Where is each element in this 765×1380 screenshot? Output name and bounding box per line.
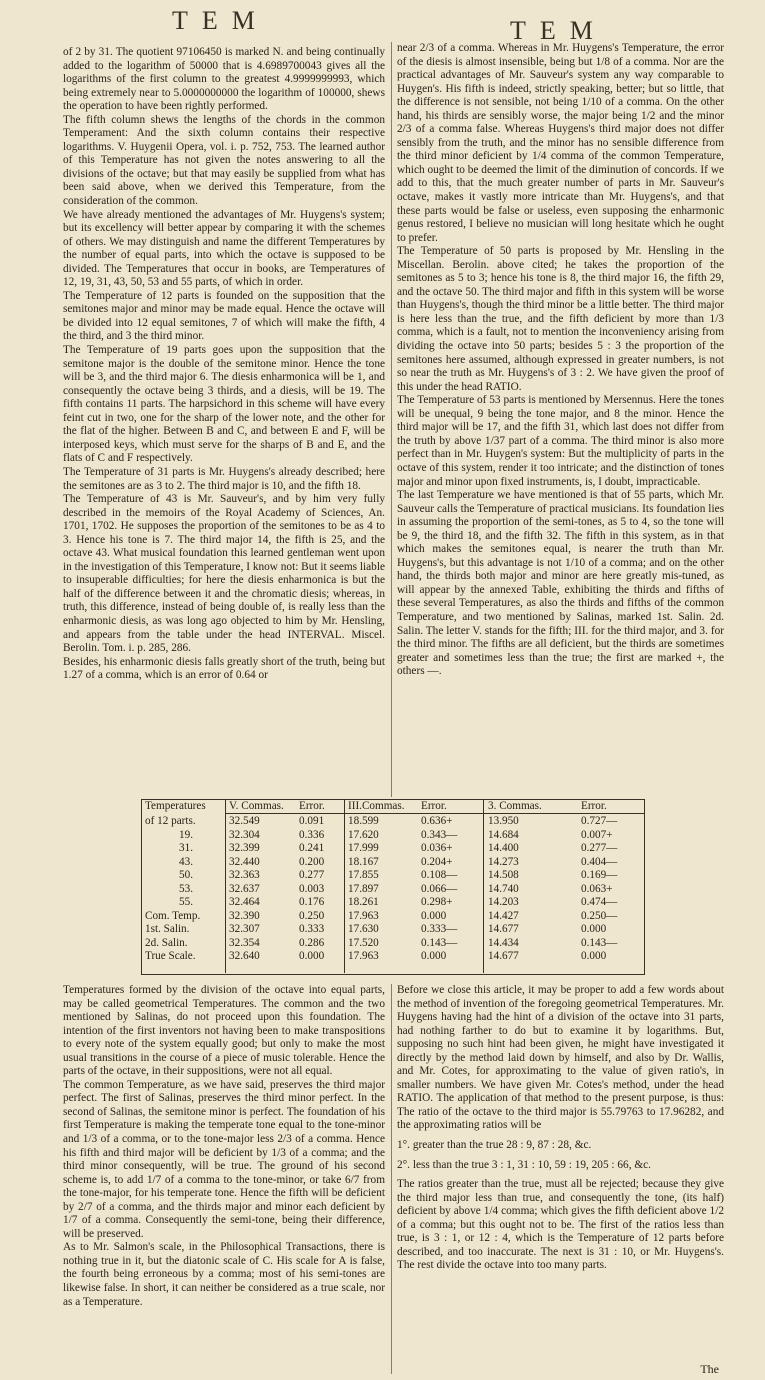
table-cell: 17.963: [348, 950, 379, 962]
table-cell: 17.999: [348, 842, 379, 854]
column-right-top: [397, 42, 724, 679]
table-cell: 0.277—: [581, 842, 618, 854]
table-cell: 0.404—: [581, 855, 618, 868]
table-cell: 53.: [179, 882, 193, 895]
table-header-cell: Error.: [581, 800, 607, 812]
table-cell: 14.273: [488, 855, 519, 868]
table-header-cell: III.Commas.: [348, 800, 405, 812]
paragraph: 1°. greater than the true 28 : 9, 87 : 28, &c.: [397, 1139, 592, 1152]
table-cell: 0.091: [299, 815, 325, 827]
running-head-left: TEM: [172, 6, 269, 35]
table-cell: 17.520: [348, 936, 379, 949]
table-cell: 13.950: [488, 815, 519, 827]
table-cell: 2d. Salin.: [145, 936, 188, 949]
paragraph: We have already mentioned the advantages of Mr. Huygens's system; but its excellency will better appear by comparing it with the schemes of others. We may distinguish and name the different Temperatures by the number of equal parts, into which the octave is supposed to be divided. The Temperatures that occur in books, are Temperatures of 12, 19, 31, 43, 50, 53 and 55 parts, of which in order.: [63, 208, 385, 289]
table-cell: 32.390: [229, 909, 260, 922]
table-cell: 14.427: [488, 909, 519, 922]
table-cell: 17.963: [348, 909, 379, 922]
table-cell: 0.298+: [421, 896, 453, 908]
table-cell: 0.063+: [581, 882, 613, 895]
table-cell: 0.000: [581, 950, 607, 962]
table-cell: 0.333: [299, 923, 325, 935]
table-cell: 0.333—: [421, 923, 458, 935]
table-header-cell: Error.: [299, 800, 325, 812]
table-cell: 32.304: [229, 828, 260, 841]
paragraph: Besides, his enharmonic diesis falls greatly short of the truth, being but 1.27 of a comma, which is an error of 0.64 or: [63, 655, 385, 682]
table-cell: 0.336: [299, 828, 325, 841]
table-cell: 0.036+: [421, 842, 453, 854]
table-cell: 14.677: [488, 950, 519, 962]
paragraph: The Temperature of 43 is Mr. Sauveur's, and by him very fully described in the memoirs of the Royal Academy of Sciences, An. 1701, 1702. He supposes the proportion of the semitones to be as 4 to 3. Hence his tone is 7. The third major 14, the fifth is 25, and the octave 43. What musical foundation this learned gentleman went upon in the investigation of this Temperature, I know not: But it seems liable to insuperable difficulties; for here the diesis enharmonica is but the half of the difference between it and the chromatic diesis; whereas, in truth, this difference, instead of being double of, is really less than the enharmonic diesis, as was long ago objected to him by Mr. Hensling, and appears from the table under the head INTERVAL. Miscel. Berolin. Tom. i. p. 285, 286.: [63, 493, 385, 655]
paragraph: As to Mr. Salmon's scale, in the Philosophical Transactions, there is nothing true in it, but the diatonic scale of C. His scale for A is false, the fourth being erroneous by a comma; most of his semi-tones are likewise false. In short, it can neither be considered as a true scale, nor as a Temperature.: [63, 1241, 385, 1308]
table-cell: 0.066—: [421, 882, 458, 895]
paragraph: The Temperature of 53 parts is mentioned by Mersennus. Here the tones will be unequal, 9 being the tone major, and 8 the minor. Hence the third major will be 17, and the fifth 31, which last does not differ from the truth by above 1/37 part of a comma. The third minor is also more perfect than in Mr. Huygen's system: But the multiplicity of parts in the octave of this system, render it too intricate; and the distinction of tones major and minor upon fixed instruments, is, I doubt, impracticable.: [397, 394, 724, 488]
table-cell: 19.: [179, 828, 193, 841]
paragraph: The fifth column shews the lengths of the chords in the common Temperament: And the sixth column contains their respective logarithms. V. Huygenii Opera, vol. i. p. 752, 753. The learned author of this Temperature has not given the notes answering to all the divisions of the octave; but that may easily be supplied from what has been said above, when we derived this Temperature, from the consideration of the common.: [63, 113, 385, 208]
table-cell: 18.599: [348, 815, 379, 827]
table-cell: 50.: [179, 869, 193, 881]
table-header-cell: Error.: [421, 800, 447, 812]
table-cell: 1st. Salin.: [145, 923, 190, 935]
table-cell: True Scale.: [145, 950, 196, 962]
column-right-bottom: [397, 984, 724, 1273]
table-cell: 0.204+: [421, 855, 453, 868]
column-left-top: [63, 46, 385, 683]
paragraph: Temperatures formed by the division of the octave into equal parts, may be called geometrical Temperatures. The common and the two mentioned by Salinas, do not proceed upon this foundation. The intention of the first inventors not having been to make transpositions to every note of the system equally good; but only to make the most usual transitions in the course of a piece of music tolerable. Hence the parts of the octave, in their suppositions, were not all equal.: [63, 984, 385, 1078]
table-cell: 0.200: [299, 855, 325, 868]
table-cell: 14.508: [488, 869, 519, 881]
table-cell: 17.855: [348, 869, 379, 881]
column-left-bottom: [63, 984, 385, 1309]
table-cell: 43.: [179, 855, 193, 868]
paragraph: Before we close this article, it may be proper to add a few words about the method of invention of the foregoing geometrical Temperatures. Mr. Huygens having had the hint of a division of the octave into 31 parts, had nothing farther to do but to examine it by logarithms. But, supposing no such hint had been given, he might have investigated it directly by the method laid down by himself, and also by Dr. Wallis, and Mr. Cotes, for approximating to the value of given ratio's, in smaller numbers. We have given Mr. Cotes's method, under the head RATIO. The application of that method to the present purpose, is thus: The ratio of the octave to the third major is 55.79763 to 17.96282, and the approximating ratios will be: [397, 984, 724, 1132]
table-cell: 14.203: [488, 896, 519, 908]
paragraph: The Temperature of 31 parts is Mr. Huygens's already described; here the semitones are as 3 to 2. The third major is 10, and the fifth 18.: [63, 465, 385, 492]
table-cell: 0.000: [421, 950, 447, 962]
table-cell: 32.637: [229, 882, 260, 895]
paragraph: The Temperature of 12 parts is founded on the supposition that the semitones major and minor may be made equal. Hence the octave will be divided into 12 equal semitones, 7 of which will make the fifth, 4 the third, and 3 the third minor.: [63, 289, 385, 343]
table-cell: 18.167: [348, 855, 379, 868]
table-divider: [483, 799, 484, 973]
running-head-right: TEM: [510, 16, 607, 45]
table-cell: 55.: [179, 896, 193, 908]
table-cell: 18.261: [348, 896, 379, 908]
paragraph: The ratios greater than the true, must all be rejected; because they give the third major less than true, and consequently the tone, (its half) deficient by above 1/4 comma; which gives the fifth deficient above 1/2 of a comma; but this ought not to be. The first of the ratios less than true, is 3 : 1, or 12 : 4, which is the Temperature of 12 parts before described, and too inaccurate. The next is 31 : 10, or Mr. Huygens's. The rest divide the octave into too many parts.: [397, 1178, 724, 1272]
table-cell: 14.434: [488, 936, 519, 949]
column-rule-bottom: [391, 984, 392, 1374]
table-cell: 32.549: [229, 815, 260, 827]
column-rule-top: [391, 42, 392, 797]
paragraph: The Temperature of 19 parts goes upon the supposition that the semitone major is the double of the semitone minor. Hence the tone will be 3, and the third major 6. The diesis enharmonica will be 1, and consequently the octave being 3 thirds, and a diesis, will be 19. The fifth contains 11 parts. The harpsichord in this scheme will have every feint cut in two, one for the sharp of the lower note, and the other for the flat of the higher. Between B and C, and between E and F, will be interposed keys, which must serve for the sharps of B and E, and the flats of C and F respectively.: [63, 344, 385, 465]
table-cell: 0.169—: [581, 869, 618, 881]
table-header-cell: V. Commas.: [229, 800, 284, 812]
paragraph: The Temperature of 50 parts is proposed by Mr. Hensling in the Miscellan. Berolin. above cited; he takes the proportion of the semitones as 5 to 3; hence his tone is 8, the third major 16, the fifth 29, and the octave 50. The third major and fifth in this system will be worse than Huygens's, though the third minor be a little better. The third major is here less than the true, and the fifth deficient by more than 1/3 comma, which is a fault, not to mention the inconveniency arising from dividing the octave into 50 parts; besides 5 : 3 the proportion of the semitones here assumed, although expressed in greater numbers, is not so near the truth as Mr. Huygens's of 3 : 2. We have given the proof of this under the head RATIO.: [397, 245, 724, 393]
table-cell: 0.636+: [421, 815, 453, 827]
table-cell: 0.727—: [581, 815, 618, 827]
paragraph: The common Temperature, as we have said, preserves the third major perfect. The first of Salinas, preserves the third minor perfect. In the second of Salinas, the semitone minor is perfect. The foundation of his first Temperature is making the temperate tone equal to the tone-minor and 1/3 of a comma, or to the tone-major less 2/3 of a comma. Hence his fifth and third major will be deficient by 1/3 of a comma; and the third minor consequently, will be true. The ground of his second scheme is, to add 1/7 of a comma to the tone-minor, or take 6/7 from the tone-major, for his temperate tone. Hence the fifth will be deficient by 2/7 of a comma, and the thirds major and minor each deficient by 1/7 of a comma. Consequently the semi-tone, being their difference, will be preserved.: [63, 1078, 385, 1240]
table-header-cell: 3. Commas.: [488, 800, 542, 812]
table-cell: 32.464: [229, 896, 260, 908]
table-cell: 14.684: [488, 828, 519, 841]
table-cell: 14.740: [488, 882, 519, 895]
paragraph: 2°. less than the true 3 : 1, 31 : 10, 59 : 19, 205 : 66, &c.: [397, 1158, 651, 1171]
table-cell: 0.003: [299, 882, 325, 895]
table-cell: 0.143—: [421, 936, 458, 949]
table-cell: 0.277: [299, 869, 325, 881]
paragraph: near 2/3 of a comma. Whereas in Mr. Huygens's Temperature, the error of the diesis is almost insensible, being but 1/8 of a comma. Nor are the practical advantages of Mr. Sauveur's system any way comparable to Huygen's. His fifth is indeed, strictly speaking, better; but so little, that the difference is not sensible, not being 1/10 of a comma. On the other hand, his thirds are sensibly worse, the major being 1/2 and the minor 2/3 of a comma false. Whereas Huygens's third major does not differ sensibly from the truth, and the minor has no sensible difference from the third minor deficient by 1/4 comma of the common Temperature, which ought to be deemed the limit of the diminution of concords. If we add to this, that the much greater number of parts in Mr. Sauveur's octave, makes it vastly more intricate than Mr. Huygens's, and that these parts would be false or useless, even supposing the enharmonic genus restored, I believe no musician will long hesitate which he ought to prefer.: [397, 42, 724, 244]
table-cell: 14.677: [488, 923, 519, 935]
table-cell: 0.000: [581, 923, 607, 935]
table-cell: 32.399: [229, 842, 260, 854]
catchword: The: [700, 1362, 719, 1376]
table-cell: of 12 parts.: [145, 815, 196, 827]
table-cell: 32.440: [229, 855, 260, 868]
table-cell: 14.400: [488, 842, 519, 854]
table-cell: 17.630: [348, 923, 379, 935]
table-cell: 17.897: [348, 882, 379, 895]
table-cell: 0.108—: [421, 869, 458, 881]
table-cell: 32.640: [229, 950, 260, 962]
table-header-cell: Temperatures: [145, 800, 206, 812]
table-cell: 31.: [179, 842, 193, 854]
table-cell: 0.343—: [421, 828, 458, 841]
table-cell: 0.250—: [581, 909, 618, 922]
table-cell: 0.000: [421, 909, 447, 922]
paragraph: The last Temperature we have mentioned is that of 55 parts, which Mr. Sauveur calls the Temperature of practical musicians. Its foundation lies in assuming the proportion of the semi-tones, as 5 to 4, so the tone will be 9, the third 18, and the fifth 32. The fifth in this system, as in that which makes the semitones equal, is nearer the truth than Mr. Huygens's, but this advantage is not 1/10 of a comma; and on the other hand, the thirds both major and minor are here greatly mis-tuned, as will appear by the annexed Table, exhibiting the thirds and fifths of these several Temperatures, as also the thirds and fifths of the common Temperature, and two mentioned by Salinas, marked 1st. Salin. 2d. Salin. The letter V. stands for the fifth; III. for the third major, and 3. for the third minor. The fifths are all deficient, but the thirds are sometimes greater and sometimes less than the true; the first are marked +, the others —.: [397, 489, 724, 678]
temperament-table: [141, 799, 645, 975]
table-cell: 0.000: [299, 950, 325, 962]
paragraph: of 2 by 31. The quotient 97106450 is marked N. and being continually added to the logarithm of 50000 that is 4.6989700043 gives all the logarithms of the first column to the greatest 4.9999999993, which being extremely near to 5.0000000000 the logarithm of 100000, shews the operation to have been rightly performed.: [63, 46, 385, 113]
table-cell: 0.007+: [581, 828, 613, 841]
table-divider: [344, 799, 345, 973]
table-cell: 0.474—: [581, 896, 618, 908]
table-divider: [225, 799, 226, 973]
table-cell: 32.354: [229, 936, 260, 949]
table-cell: 32.363: [229, 869, 260, 881]
table-cell: 0.143—: [581, 936, 618, 949]
table-cell: 0.286: [299, 936, 325, 949]
table-cell: 17.620: [348, 828, 379, 841]
table-cell: 0.241: [299, 842, 325, 854]
table-cell: Com. Temp.: [145, 909, 201, 922]
table-cell: 32.307: [229, 923, 260, 935]
table-frame: [141, 799, 645, 975]
table-cell: 0.250: [299, 909, 325, 922]
table-cell: 0.176: [299, 896, 325, 908]
